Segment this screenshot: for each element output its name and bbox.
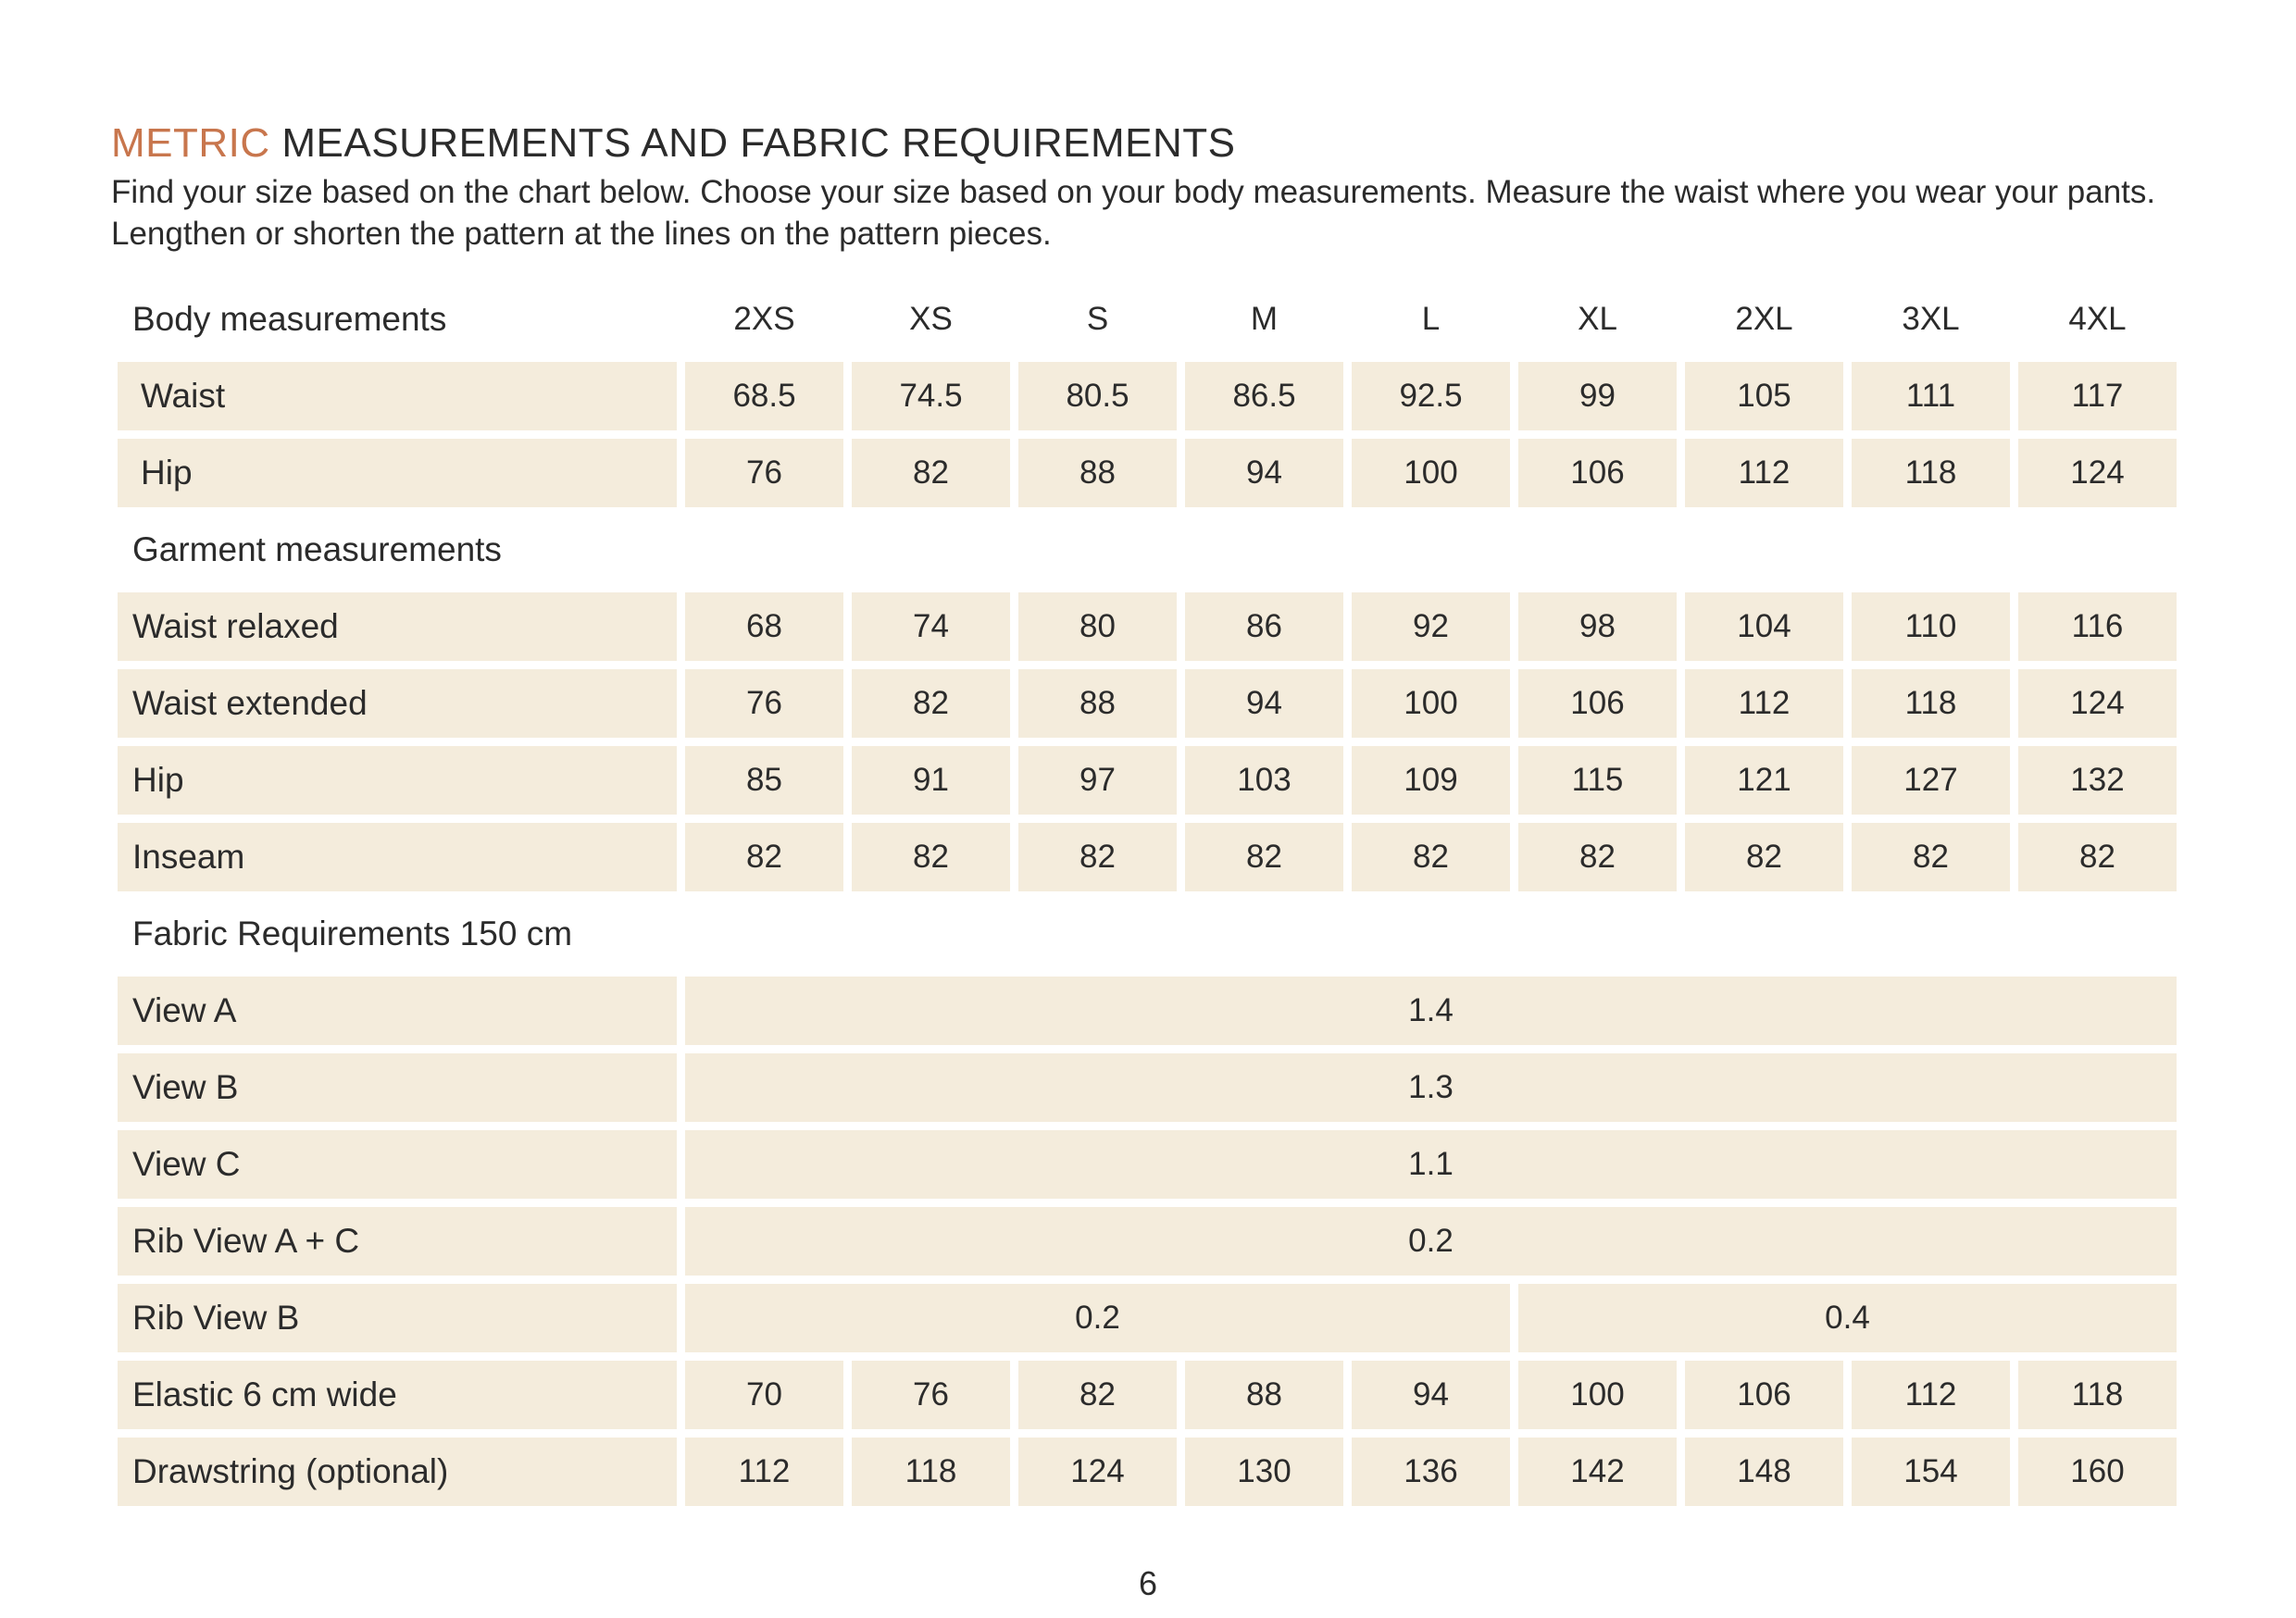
row-label-drawstring: Drawstring (optional) xyxy=(118,1438,677,1506)
table-cell: 115 xyxy=(1518,746,1677,815)
section-spacer xyxy=(685,516,2177,584)
intro-text: Find your size based on the chart below. Choose your size based on your body measurements. Measure the waist where you wear your pants. Lengthen or shorten the pattern at the lines on the pattern pieces. xyxy=(111,174,2156,252)
table-cell: 112 xyxy=(1685,439,1843,507)
table-cell: 85 xyxy=(685,746,843,815)
size-header: XL xyxy=(1578,301,1617,337)
table-cell: 94 xyxy=(1185,439,1343,507)
table-cell: 88 xyxy=(1185,1361,1343,1429)
table-cell: 70 xyxy=(685,1361,843,1429)
table-cell: 82 xyxy=(1185,823,1343,891)
table-cell: 118 xyxy=(1852,669,2010,738)
table-cell: 82 xyxy=(1685,823,1843,891)
table-cell: 74 xyxy=(852,592,1010,661)
table-cell: 100 xyxy=(1518,1361,1677,1429)
table-cell: 82 xyxy=(2018,823,2177,891)
table-cell: 74.5 xyxy=(852,362,1010,430)
size-header: S xyxy=(1086,301,1109,337)
table-cell: 88 xyxy=(1018,439,1177,507)
table-cell: 121 xyxy=(1685,746,1843,815)
table-cell: 117 xyxy=(2018,362,2177,430)
section-spacer xyxy=(685,900,2177,968)
table-cell: 92.5 xyxy=(1352,362,1510,430)
title-rest: MEASUREMENTS AND FABRIC REQUIREMENTS xyxy=(269,120,1236,166)
table-cell: 109 xyxy=(1352,746,1510,815)
table-cell: 76 xyxy=(685,669,843,738)
table-cell: 148 xyxy=(1685,1438,1843,1506)
row-label-waist-extended: Waist extended xyxy=(118,669,677,738)
table-cell: 100 xyxy=(1352,669,1510,738)
row-label-view-c: View C xyxy=(118,1130,677,1199)
table-cell: 142 xyxy=(1518,1438,1677,1506)
table-cell: 0.4 xyxy=(1518,1284,2177,1352)
table-cell: 160 xyxy=(2018,1438,2177,1506)
table-cell: 124 xyxy=(2018,669,2177,738)
table-cell: 94 xyxy=(1352,1361,1510,1429)
table-cell: 76 xyxy=(852,1361,1010,1429)
page-number: 6 xyxy=(1138,1564,1158,1602)
table-cell: 106 xyxy=(1685,1361,1843,1429)
size-header: M xyxy=(1250,301,1279,337)
table-cell: 82 xyxy=(1352,823,1510,891)
table-cell: 105 xyxy=(1685,362,1843,430)
size-header: XS xyxy=(909,301,953,337)
table-cell: 127 xyxy=(1852,746,2010,815)
table-cell: 0.2 xyxy=(685,1284,1510,1352)
table-cell: 100 xyxy=(1352,439,1510,507)
table-cell: 86 xyxy=(1185,592,1343,661)
row-label-inseam: Inseam xyxy=(118,823,677,891)
row-label-rib-view-b: Rib View B xyxy=(118,1284,677,1352)
table-cell: 103 xyxy=(1185,746,1343,815)
table-cell: 110 xyxy=(1852,592,2010,661)
table-cell: 106 xyxy=(1518,669,1677,738)
table-cell: 86.5 xyxy=(1185,362,1343,430)
row-label-garment-hip: Hip xyxy=(118,746,677,815)
row-label-view-a: View A xyxy=(118,977,677,1045)
table-cell: 68 xyxy=(685,592,843,661)
table-cell: 124 xyxy=(2018,439,2177,507)
table-cell: 97 xyxy=(1018,746,1177,815)
table-cell: 82 xyxy=(1518,823,1677,891)
table-cell: 82 xyxy=(852,823,1010,891)
row-label-elastic: Elastic 6 cm wide xyxy=(118,1361,677,1429)
body-measurements-header: Body measurements xyxy=(132,300,447,338)
table-cell: 154 xyxy=(1852,1438,2010,1506)
row-label-waist-relaxed: Waist relaxed xyxy=(118,592,677,661)
table-cell: 130 xyxy=(1185,1438,1343,1506)
table-cell: 106 xyxy=(1518,439,1677,507)
table-cell: 82 xyxy=(1018,823,1177,891)
size-header: 2XL xyxy=(1735,301,1793,337)
table-cell: 94 xyxy=(1185,669,1343,738)
size-chart-table xyxy=(118,285,2178,1506)
size-header: L xyxy=(1421,301,1441,337)
table-cell: 136 xyxy=(1352,1438,1510,1506)
table-cell: 112 xyxy=(1685,669,1843,738)
row-label-rib-view-a-c: Rib View A + C xyxy=(118,1207,677,1276)
table-cell: 111 xyxy=(1852,362,2010,430)
table-cell: 92 xyxy=(1352,592,1510,661)
garment-measurements-header: Garment measurements xyxy=(132,530,502,568)
table-cell: 124 xyxy=(1018,1438,1177,1506)
table-cell: 1.3 xyxy=(685,1053,2177,1122)
table-cell: 82 xyxy=(1852,823,2010,891)
table-cell: 104 xyxy=(1685,592,1843,661)
table-cell: 88 xyxy=(1018,669,1177,738)
table-cell: 82 xyxy=(852,439,1010,507)
title-accent: METRIC xyxy=(111,120,270,166)
table-cell: 99 xyxy=(1518,362,1677,430)
table-cell: 68.5 xyxy=(685,362,843,430)
size-header: 4XL xyxy=(2068,301,2127,337)
row-label-body-waist: Waist xyxy=(118,362,677,430)
table-cell: 0.2 xyxy=(685,1207,2177,1276)
table-cell: 112 xyxy=(685,1438,843,1506)
table-cell: 112 xyxy=(1852,1361,2010,1429)
table-cell: 1.4 xyxy=(685,977,2177,1045)
table-cell: 82 xyxy=(685,823,843,891)
row-label-body-hip: Hip xyxy=(118,439,677,507)
row-label-view-b: View B xyxy=(118,1053,677,1122)
table-cell: 132 xyxy=(2018,746,2177,815)
size-header: 2XS xyxy=(733,301,795,337)
table-cell: 98 xyxy=(1518,592,1677,661)
table-cell: 118 xyxy=(2018,1361,2177,1429)
table-cell: 118 xyxy=(852,1438,1010,1506)
table-cell: 91 xyxy=(852,746,1010,815)
table-cell: 82 xyxy=(852,669,1010,738)
table-cell: 116 xyxy=(2018,592,2177,661)
page-title xyxy=(111,120,1236,167)
table-cell: 118 xyxy=(1852,439,2010,507)
fabric-requirements-header: Fabric Requirements 150 cm xyxy=(132,915,573,952)
table-cell: 1.1 xyxy=(685,1130,2177,1199)
table-cell: 80.5 xyxy=(1018,362,1177,430)
size-header: 3XL xyxy=(1902,301,1960,337)
table-cell: 82 xyxy=(1018,1361,1177,1429)
table-cell: 80 xyxy=(1018,592,1177,661)
table-cell: 76 xyxy=(685,439,843,507)
